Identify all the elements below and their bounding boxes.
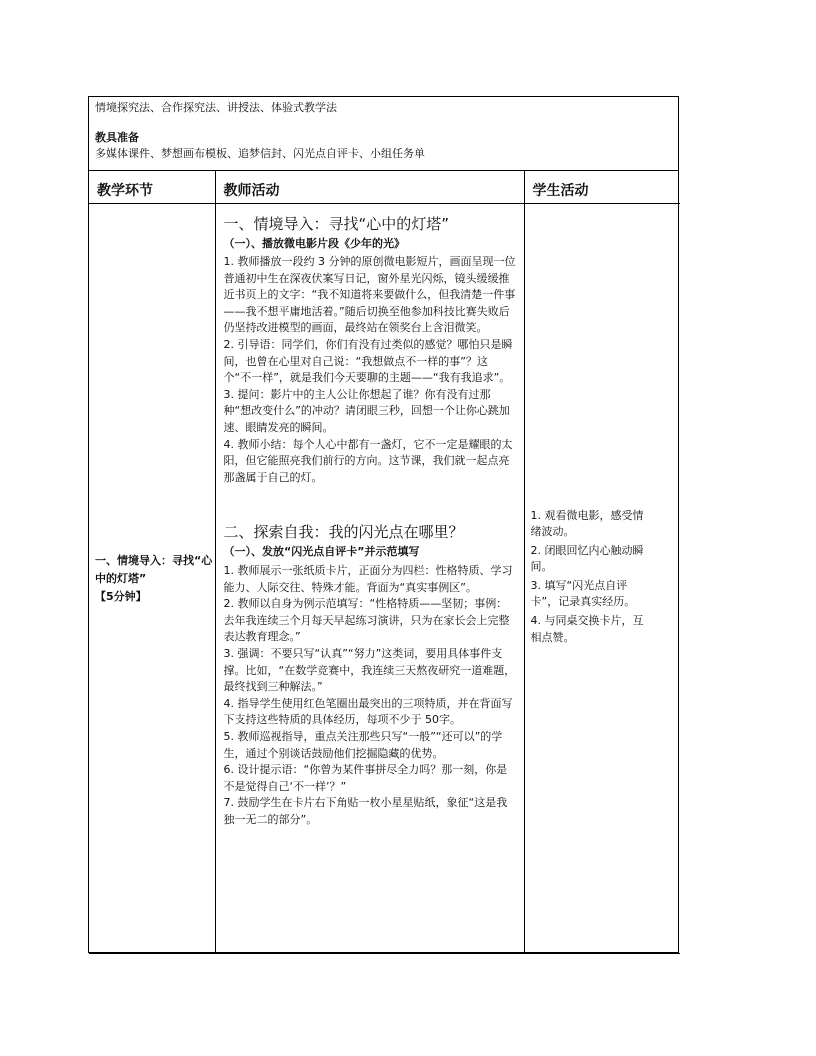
section2-para: 1. 教师展示一张纸质卡片，正面分为四栏：性格特质、学习能力、人际交往、特殊才能。背面为“真实事例区”。 xyxy=(223,564,513,594)
section1-subtitle: （一）、播放微电影片段《少年的光》 xyxy=(223,236,405,250)
section1-para: 4. 教师小结：每个人心中都有一盏灯，它不一定是耀眼的太阳，但它能照亮我们前行的方向。这节课，我们就一起点亮那盏属于自己的灯。 xyxy=(223,437,513,484)
section2-para: 2. 教师以自身为例示范填写：“性格特质——坚韧；事例：去年我连续三个月每天早起练习演讲，只为在家长会上完整表达教育理念。” xyxy=(223,597,510,644)
stage-cell xyxy=(89,203,215,953)
student-item: 4. 与同桌交换卡片，互相点赞。 xyxy=(530,614,644,644)
tools-list: 多媒体课件、梦想画布模板、追梦信封、闪光点自评卡、小组任务单 xyxy=(95,147,425,160)
lesson-plan-page xyxy=(88,96,679,953)
section2-para: 6. 设计提示语：“你曾为某件事拼尽全力吗？那一刻，你是不是觉得自己‘不一样’？” xyxy=(223,763,508,793)
section1-title: 一、情境导入：寻找“心中的灯塔” xyxy=(223,214,450,233)
methods-box xyxy=(89,97,678,171)
section2-title: 二、探索自我：我的闪光点在哪里？ xyxy=(223,523,464,542)
tools-heading: 教具准备 xyxy=(95,131,139,144)
student-activity-cell xyxy=(524,203,680,953)
teacher-activity-cell xyxy=(215,203,524,953)
section2-para: 4. 指导学生使用红色笔圈出最突出的三项特质，并在背面写下支持这些特质的具体经历，每项不少于 50字。 xyxy=(223,696,513,727)
stage-label-text: 一、情境导入：寻找“心中的灯塔” xyxy=(95,553,213,585)
header-student: 学生活动 xyxy=(524,171,680,203)
section1-para: 1. 教师播放一段约 3 分钟的原创微电影短片，画面呈现一位普通初中生在深夜伏案写日记，窗外星光闪烁，镜头缓缓推近书页上的文字：“我不知道将来要做什么，但我清楚一件事 ——我不想平庸地活着。”随后切换至他参加科技比赛失败后仍坚持改进模型的画面，最终站在领奖台上含泪微笑。 xyxy=(223,255,516,335)
section2-para: 7. 鼓励学生在卡片右下角贴一枚小星星贴纸，象征“这是我独一无二的部分”。 xyxy=(223,796,508,826)
student-item: 2. 闭眼回忆内心触动瞬间。 xyxy=(530,543,644,574)
section2-para: 5. 教师巡视指导，重点关注那些只写“一般”“还可以”的学生，通过个别谈话鼓励他们挖掘隐藏的优势。 xyxy=(223,729,503,760)
student-item: 1. 观看微电影，感受情绪波动。 xyxy=(530,508,644,539)
section1-para: 2. 引导语：同学们，你们有没有过类似的感觉？哪怕只是瞬间，也曾在心里对自己说：“我想做点不一样的事”？这个“不一样”，就是我们今天要聊的主题——“我有我追求”。 xyxy=(223,338,513,385)
header-teacher: 教师活动 xyxy=(215,171,524,203)
student-item: 3. 填写“闪光点自评卡”，记录真实经历。 xyxy=(530,578,636,609)
section1-para: 3. 提问：影片中的主人公让你想起了谁？你有没有过那种“想改变什么”的冲动？请闭眼三秒，回想一个让你心跳加速、眼睛发亮的瞬间。 xyxy=(223,387,510,435)
lesson-table xyxy=(89,171,680,954)
section2-subtitle: （一）、发放“闪光点自评卡”并示范填写 xyxy=(223,545,420,559)
teaching-methods: 情境探究法、合作探究法、讲授法、体验式教学法 xyxy=(95,101,337,114)
stage-duration: 【5分钟】 xyxy=(95,589,147,603)
stage-label xyxy=(95,552,213,606)
section2-para: 3. 强调：不要只写“认真”“努力”这类词，要用具体事件支撑。比如，“在数学竞赛中，我连续三天熬夜研究一道难题，最终找到三种解法。” xyxy=(223,646,516,694)
header-stage: 教学环节 xyxy=(89,171,215,203)
student-activity-list xyxy=(531,508,649,649)
